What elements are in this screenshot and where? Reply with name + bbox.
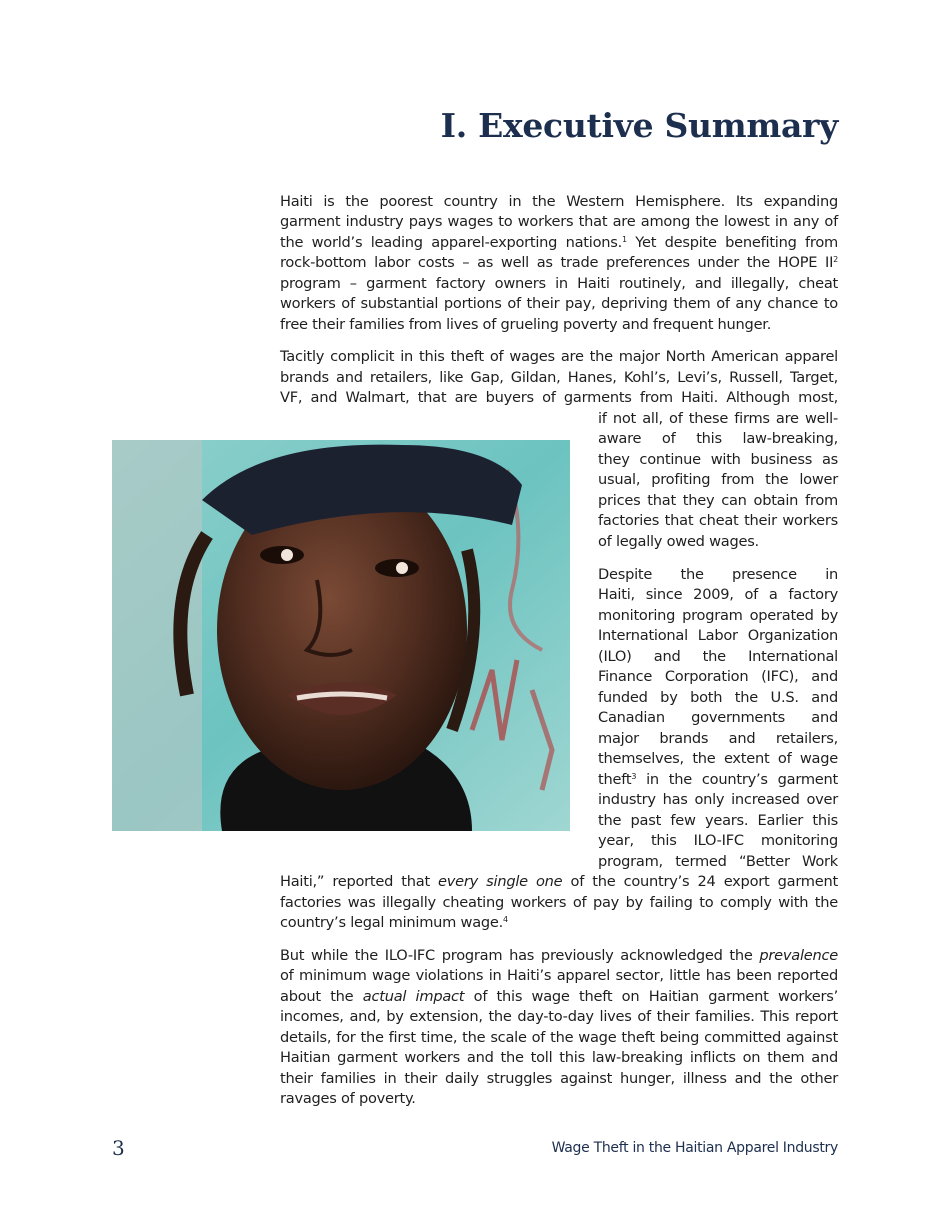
page-number: 3 [112, 1136, 125, 1160]
body-line: But while the ILO-IFC program has previously acknowledged the prevalence [280, 947, 838, 964]
body-line: free their families from lives of grueling poverty and frequent hunger. [280, 316, 772, 333]
body-line: themselves, the extent of wage [598, 750, 838, 767]
body-line: Haiti, since 2009, of a factory [598, 586, 838, 603]
body-line: Tacitly complicit in this theft of wages are the major North American apparel [280, 348, 838, 365]
body-line: Despite the presence in [598, 566, 838, 583]
body-line: Finance Corporation (IFC), and [598, 668, 838, 685]
body-line: they continue with business as [598, 451, 838, 468]
body-line: Haiti,” reported that every single one of the country’s 24 export garment [280, 873, 838, 890]
body-line: of minimum wage violations in Haiti’s apparel sector, little has been reported [280, 967, 838, 984]
body-line: of legally owed wages. [598, 533, 759, 550]
body-line: factories was illegally cheating workers of pay by failing to comply with the [280, 894, 838, 911]
footnote-ref[interactable]: 4 [503, 915, 508, 924]
body-line: the world’s leading apparel-exporting nations.$^1$ Yet despite benefiting from [280, 234, 838, 251]
body-line: Haitian garment workers and the toll this law-breaking inflicts on them and [280, 1049, 838, 1066]
body-line: monitoring program operated by [598, 607, 838, 624]
body-line: rock-bottom labor costs – as well as trade preferences under the HOPE $II^2$ [280, 254, 838, 271]
body-line: (ILO) and the International [598, 648, 838, 665]
body-line: industry has only increased over [598, 791, 838, 808]
portrait-photo [112, 440, 570, 831]
body-line: funded by both the U.S. and [598, 689, 838, 706]
body-line: if not all, of these firms are well- [598, 410, 838, 427]
body-line: incomes, and, by extension, the day-to-day lives of their families. This report [280, 1008, 838, 1025]
running-footer: Wage Theft in the Haitian Apparel Industry [551, 1140, 838, 1156]
body-line: garment industry pays wages to workers that are among the lowest in any of [280, 213, 838, 230]
body-line: usual, profiting from the lower [598, 471, 838, 488]
body-line: their families in their daily struggles against hunger, illness and the other [280, 1070, 838, 1087]
body-line: about the actual impact of this wage theft on Haitian garment workers’ [280, 988, 838, 1005]
body-line: major brands and retailers, [598, 730, 838, 747]
body-line: Haiti is the poorest country in the Western Hemisphere. Its expanding [280, 193, 838, 210]
body-line: country’s legal minimum wage.$^4$ [280, 914, 508, 931]
body-line: ravages of poverty. [280, 1090, 416, 1107]
body-line: the past few years. Earlier this [598, 812, 838, 829]
body-line: factories that cheat their workers [598, 512, 838, 529]
footnote-ref[interactable]: 1 [622, 235, 627, 244]
body-line: aware of this law-breaking, [598, 430, 838, 447]
body-line: prices that they can obtain from [598, 492, 838, 509]
body-line: workers of substantial portions of their pay, depriving them of any chance to [280, 295, 838, 312]
footnote-ref[interactable]: 2 [833, 255, 838, 264]
body-line: details, for the first time, the scale of the wage theft being committed against [280, 1029, 838, 1046]
body-line: program – garment factory owners in Haiti routinely, and illegally, cheat [280, 275, 838, 292]
body-line: VF, and Walmart, that are buyers of garments from Haiti. Although most, [280, 389, 838, 406]
body-line: brands and retailers, like Gap, Gildan, Hanes, Kohl’s, Levi’s, Russell, Target, [280, 369, 838, 386]
body-line: program, termed “Better Work [598, 853, 838, 870]
body-line: theft$^3$ in the country’s garment [598, 771, 838, 788]
footnote-ref[interactable]: 3 [631, 772, 637, 781]
body-line: International Labor Organization [598, 627, 838, 644]
page-title: I. Executive Summary [440, 106, 838, 145]
body-line: year, this ILO-IFC monitoring [598, 832, 838, 849]
body-line: Canadian governments and [598, 709, 838, 726]
